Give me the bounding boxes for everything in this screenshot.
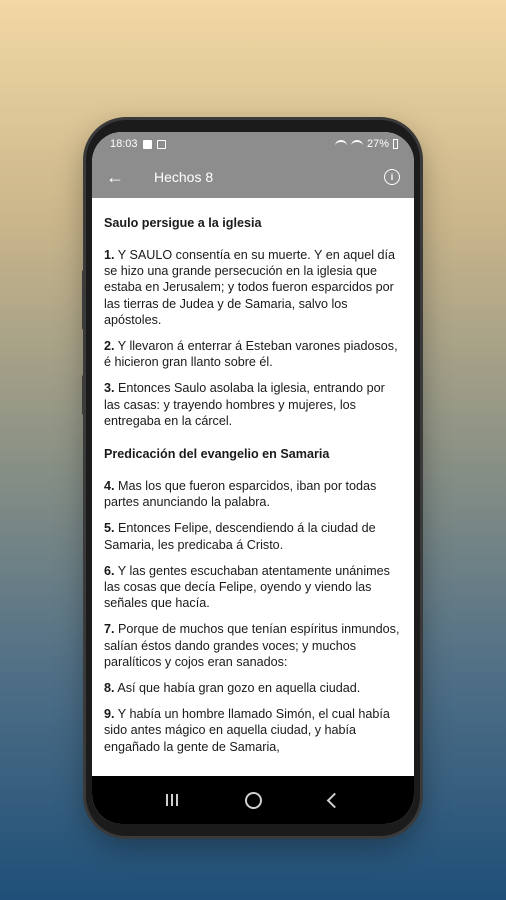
- status-time: 18:03: [110, 138, 138, 150]
- volume-button: [82, 270, 86, 330]
- verse-text: Y SAULO consentía en su muerte. Y en aquel día se hizo una grande persecución en la iglesia que estaba en Jerusalem; y todos fueron esparcidos por las tierras de Judea y de Samaria, salvo los apóstoles.: [104, 248, 396, 327]
- battery-icon: [393, 139, 398, 149]
- verse-number: 6.: [104, 563, 115, 578]
- verse-number: 1.: [104, 248, 115, 262]
- verse-text: Mas los que fueron esparcidos, iban por todas partes anunciando la palabra.: [104, 479, 377, 510]
- verse: [104, 478, 404, 510]
- power-button: [82, 375, 86, 415]
- recent-apps-icon[interactable]: [166, 794, 178, 806]
- verse-number: 9.: [104, 707, 115, 722]
- verse: [104, 247, 404, 328]
- verse-text: Así que había gran gozo en aquella ciudad.: [114, 681, 361, 696]
- gallery-notification-icon: [143, 140, 152, 149]
- verse-text: Entonces Felipe, descendiendo á la ciudad de Samaria, les predicaba á Cristo.: [104, 521, 376, 552]
- verse-number: 5.: [104, 521, 115, 536]
- verse-text: Entonces Saulo asolaba la iglesia, entrando por las casas: y trayendo hombres y mujeres, los entregaba en la cárcel.: [104, 381, 385, 428]
- section-title: Predicación del evangelio en Samaria: [104, 447, 330, 462]
- verse: [104, 706, 404, 755]
- verse: [104, 338, 404, 370]
- wifi-icon: [335, 140, 347, 149]
- status-bar: [92, 132, 414, 156]
- phone-frame: [86, 120, 420, 836]
- content-fade: [92, 766, 414, 776]
- verse-number: 8.: [104, 681, 115, 696]
- app-bar: [92, 156, 414, 198]
- verse-number: 4.: [104, 479, 115, 494]
- chapter-content[interactable]: [92, 198, 414, 776]
- phone-screen: [92, 132, 414, 824]
- verse-text: Porque de muchos que tenían espíritus inmundos, salían éstos dando grandes voces; y muchos paralíticos y cojos eran sanados:: [104, 622, 400, 669]
- verse: [104, 621, 404, 670]
- verse-text: Y las gentes escuchaban atentamente unánimes las cosas que decía Felipe, oyendo y viendo las señales que hacía.: [104, 563, 390, 611]
- verse-text: Y llevaron á enterrar á Esteban varones piadosos, é hicieron gran llanto sobre él.: [104, 339, 398, 370]
- system-nav-bar: [92, 776, 414, 824]
- page-title: Hechos 8: [154, 169, 214, 185]
- app-notification-icon: [157, 140, 166, 149]
- verse-number: 2.: [104, 339, 115, 354]
- verse-number: 3.: [104, 381, 115, 396]
- verse: [104, 520, 404, 552]
- verse: [104, 680, 404, 696]
- back-icon[interactable]: [327, 792, 343, 808]
- verse-number: 7.: [104, 622, 115, 637]
- verse: [104, 380, 404, 429]
- signal-icon: [351, 140, 363, 149]
- info-icon[interactable]: i: [384, 169, 400, 185]
- section-title: Saulo persigue a la iglesia: [104, 216, 262, 230]
- verse-text: Y había un hombre llamado Simón, el cual había sido antes mágico en aquella ciudad, y había engañado la gente de Samaria,: [104, 707, 390, 754]
- home-icon[interactable]: [245, 792, 262, 809]
- verse: [104, 563, 404, 612]
- battery-percent: 27%: [366, 138, 389, 150]
- back-arrow-icon[interactable]: ←: [106, 166, 124, 187]
